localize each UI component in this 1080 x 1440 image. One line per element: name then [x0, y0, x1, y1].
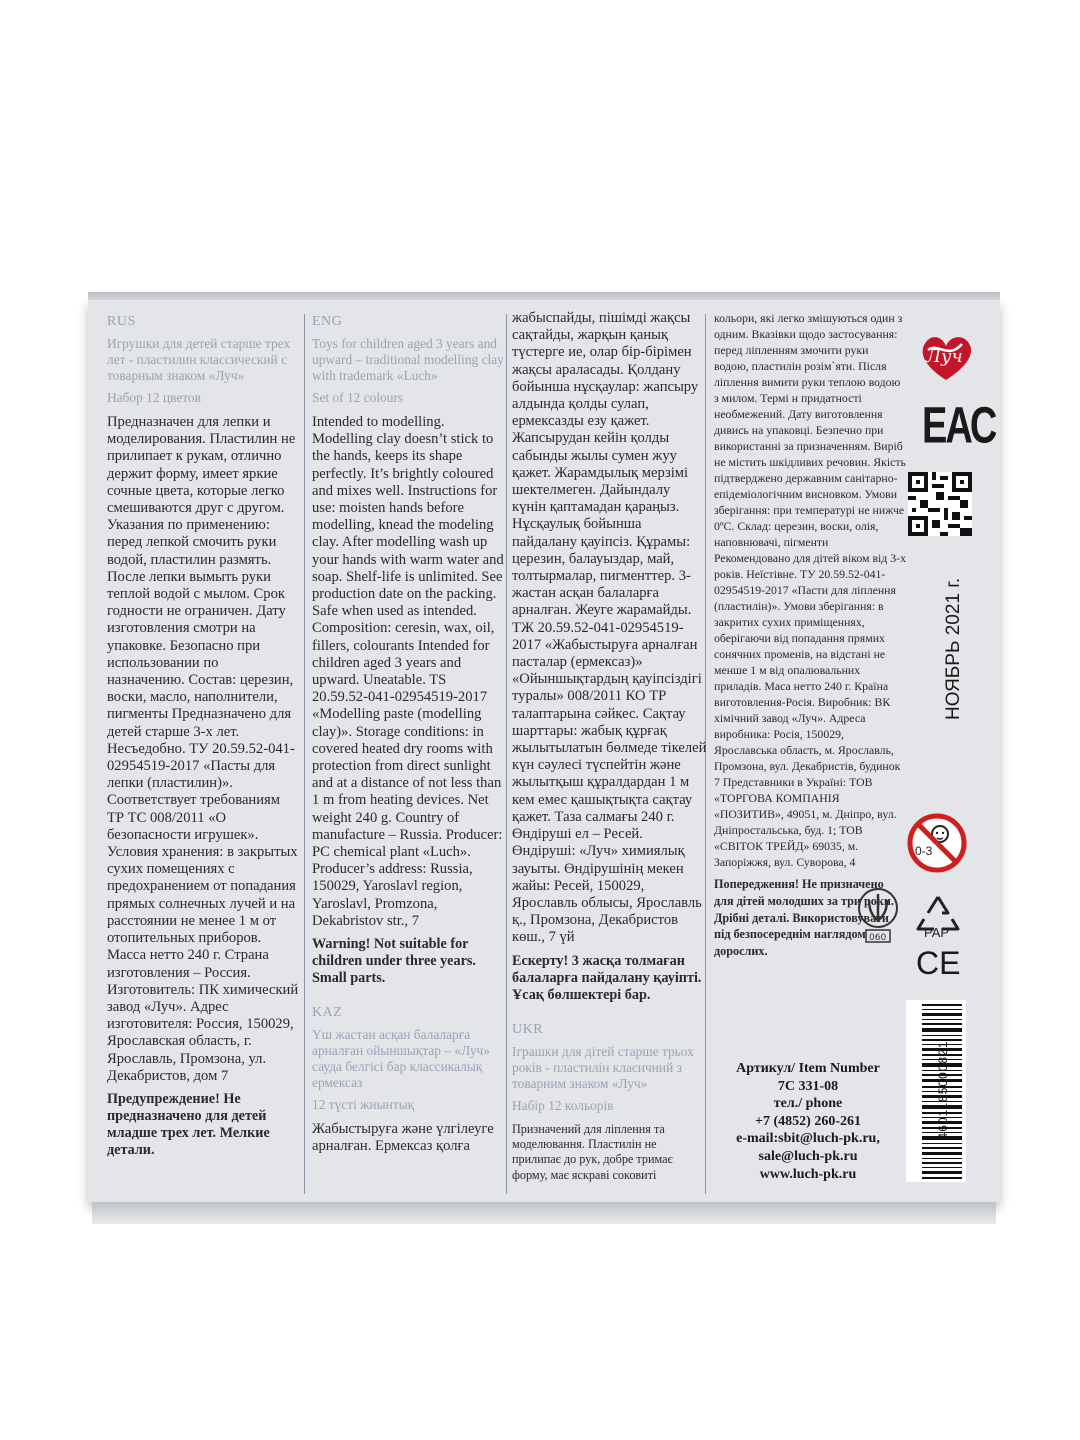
column-eng-kaz: [312, 310, 504, 1190]
phone-number: +7 (4852) 260-261: [755, 1113, 861, 1129]
barcode-digits: 4601185000821: [936, 1040, 950, 1140]
product-title-rus: Игрушки для детей старше трех лет - пластилин классический с товарным знаком «Луч»: [107, 336, 291, 383]
contacts-block: [718, 1060, 898, 1183]
email-1: e-mail:sbit@luch-pk.ru,: [736, 1131, 880, 1147]
set-label-ukr: Набір 12 кольорів: [512, 1097, 614, 1113]
box-bottom-edge: [92, 1202, 996, 1224]
box-top-edge: [88, 292, 1000, 300]
luch-logo-icon: [916, 330, 974, 382]
description-kaz-cont: жабыспайды, пішімді жақсы сақтайды, жарқын қанық түстерге ие, олар бір-бірімен жақсы араласады. Қолдану бойынша нұсқаулар: жапсыру алдында қолды сулап, ермексазды езу қажет. Жапсырудан кейін қолды сабынды жылы сумен жуу қажет. Жарамдылық мерзімі шектелмеген. Дайындалу күнін қаптамадан қараңыз. Нұсқаулық бойынша пайдалану қауіпсіз. Құрамы: церезин, балауыздар, май, толтырмалар, пигменттер. 3-жастан асқан балаларға арналған. Жеуге жарамайды. ТЖ 20.59.52-041-02954519-2017 «Жабыстыруға арналған пасталар (ермексаз)» «Ойыншықтардың қауіпсіздігі туралы» 008/2011 КО ТР талаптарына сәйкес. Сақтау шарттары: жабық құрғақ жылытылатын бөлмеде тікелей күн сәулесі түспейтін және жылытқыш құралдардан 1 м кем емес қашықтықта сақтау қажет. Таза салмағы 240 г. Өндіруші ел – Ресей. Өндіруші: «Луч» химиялық зауыты. Өндірушінің мекен жайы: Ресей, 150029, Ярославль облысы, Ярославль қ., Промзона, Декабристов көш., 7 үй: [512, 310, 707, 946]
website: www.luch-pk.ru: [759, 1166, 857, 1182]
set-label-eng: Set of 12 colours: [312, 390, 404, 405]
conformity-mark-icon: [856, 886, 900, 944]
package-back-panel: [88, 300, 1000, 1202]
article-label: Артикул/ Item Number: [736, 1061, 880, 1076]
svg-text:Луч: Луч: [926, 346, 963, 367]
lang-heading-eng: ENG: [312, 314, 343, 329]
warning-kaz: Ескерту! 3 жасқа толмаған балаларға пайдалану қауіпті. Ұсақ бөлшектері бар.: [512, 952, 702, 1003]
column-divider: [304, 314, 305, 1194]
age-label: 0-3: [915, 844, 933, 858]
column-rus: [107, 310, 299, 1190]
description-ukr-cont: кольори, які легко змішуються один з одним. Вказівки щодо застосування: перед ліпленням змочити руки водою, пластилін розім`яти. Після ліплення вимити руки теплою водою з милом. Термі н придатності необмежений. Дату виготовлення дивись на упаковці. Безпечно при використанні за призначенням. Виріб не містить шкідливих речовин. Якість підтверджено державним санітарно- епідеміологічним висновком. Умови зберігання: при температурі не нижче 0ºС. Склад: церезин, воски, олія, наповнювачі, пігменти Рекомендовано для дітей віком від 3-х років. Неїстівне. ТУ 20.59.52-041-02954519-2017 «Пасти для ліплення (пластилін)». Умови зберігання: в закритих сухих приміщеннях, оберігаючи від попадання прямих сонячних променів, на відстані не менше 1 м від опалювальних приладів. Маса нетто 240 г. Країна виготовлення-Росія. Виробник: ВК хімічний завод «Луч». Адреса виробника: Росія, 150029, Ярославська область, м. Ярославль, Промзона, вул. Декабристів, будинок 7 Представники в Україні: ТОВ «ТОРГОВА КОМПАНІЯ «ПОЗИТИВ», 49051, м. Дніпро, вул. Дніпростальська, буд. 1; ТОВ «СВІТОК ТРЕЙД» 69035, м. Запоріжжя, вул. Суворова, 4: [714, 311, 906, 869]
product-title-eng: Toys for children aged 3 years and upward – traditional modelling clay with trademark «Luch»: [312, 336, 504, 383]
description-eng: Intended to modelling. Modelling clay doesn’t stick to the hands, keeps its shape perfectly. It’s brightly coloured and mixes well. Instructions for use: moisten hands before modelling, knead the modeling clay. After modelling wash up your hands with warm water and soap. Shelf-life is unlimited. See production date on the packing. Safe when used as intended. Composition: ceresin, wax, oil, fillers, colourants Intended for children aged 3 years and upward. Uneatable. TS 20.59.52-041-02954519-2017 «Modelling paste (modelling clay)». Storage conditions: in covered heated dry rooms with protection from direct sunlight and at a distance of not less than 1 m from heating devices. Net weight 240 g. Country of manufacture – Russia. Producer: PC chemical plant «Luch». Producer’s address: Russia, 150029, Yaroslavl region, Yaroslavl, Promzona, Dekabristov str., 7: [312, 414, 504, 929]
warning-ukr: Попередження! Не призначено для дітей молодших за три роки. Дрібні деталі. Використовувати під безпосереднім наглядом дорослих.: [714, 877, 894, 959]
pap-label: PAP: [924, 925, 950, 940]
age-restriction-icon: [906, 812, 968, 874]
phone-label: тел./ phone: [773, 1096, 843, 1112]
warning-rus: Предупреждение! Не предназначено для детей младше трех лет. Мелкие детали.: [107, 1090, 270, 1158]
lang-heading-rus: RUS: [107, 314, 136, 329]
description-ukr-start: Призначений для ліплення та моделювання. Пластилін не прилипає до рук, добре тримає форму, має яскраві соковиті: [512, 1121, 673, 1182]
lang-heading-kaz: KAZ: [312, 1005, 343, 1021]
warning-eng: Warning! Not suitable for children under three years. Small parts.: [312, 936, 476, 987]
eac-mark: ЕАС: [922, 398, 996, 455]
qr-code-icon: [908, 472, 972, 536]
product-title-ukr: Іграшки для дітей старше трьох років - пластилін класичний з товарним знаком «Луч»: [512, 1043, 694, 1091]
set-label-kaz: 12 түсті жиынтық: [312, 1097, 415, 1113]
production-date-text: НОЯБРЬ 2021 г.: [943, 577, 964, 720]
column-divider: [506, 314, 507, 1194]
description-kaz-start: Жабыстыруға және үлгілеуге арналған. Ермексаз қолға: [312, 1121, 494, 1155]
lang-heading-ukr: UKR: [512, 1021, 544, 1037]
description-rus: Предназначен для лепки и моделирования. Пластилин не прилипает к рукам, отлично держит форму, имеет яркие сочные цвета, которые легко смешиваются друг с другом. Указания по применению: перед лепкой смочить руки водой, пластилин размять. После лепки вымыть руки теплой водой с мылом. Срок годности не ограничен. Дату изготовления смотри на упаковке. Безопасно при использовании по назначению. Состав: церезин, воски, масло, наполнители, пигменты Предназначено для детей старше 3-х лет. Несъедобно. ТУ 20.59.52-041-02954519-2017 «Пасты для лепки (пластилин)». Соответствует требованиям ТР ТС 008/2011 «О безопасности игрушек». Условия хранения: в закрытых сухих помещениях с предохранением от попадания прямых солнечных лучей и на расстоянии не менее 1 м от отопительных приборов. Масса нетто 240 г. Страна изготовления – Россия. Изготовитель: ПК химический завод «Луч». Адрес изготовителя: Россия, 150029, Ярославская область, г. Ярославль, Промзона, ул. Декабристов, дом 7: [107, 414, 299, 1084]
product-title-kaz: Үш жастан асқан балаларға арналған ойыншықтар – «Луч» сауда белгісі бар классикалық ермексаз: [312, 1027, 490, 1091]
set-label-rus: Набор 12 цветов: [107, 390, 201, 405]
ce-mark: CE: [916, 945, 961, 981]
svg-text:060: 060: [869, 933, 887, 943]
column-kaz-ukr: [512, 310, 708, 1190]
article-number: 7С 331-08: [777, 1078, 839, 1094]
email-2: sale@luch-pk.ru: [758, 1148, 858, 1164]
